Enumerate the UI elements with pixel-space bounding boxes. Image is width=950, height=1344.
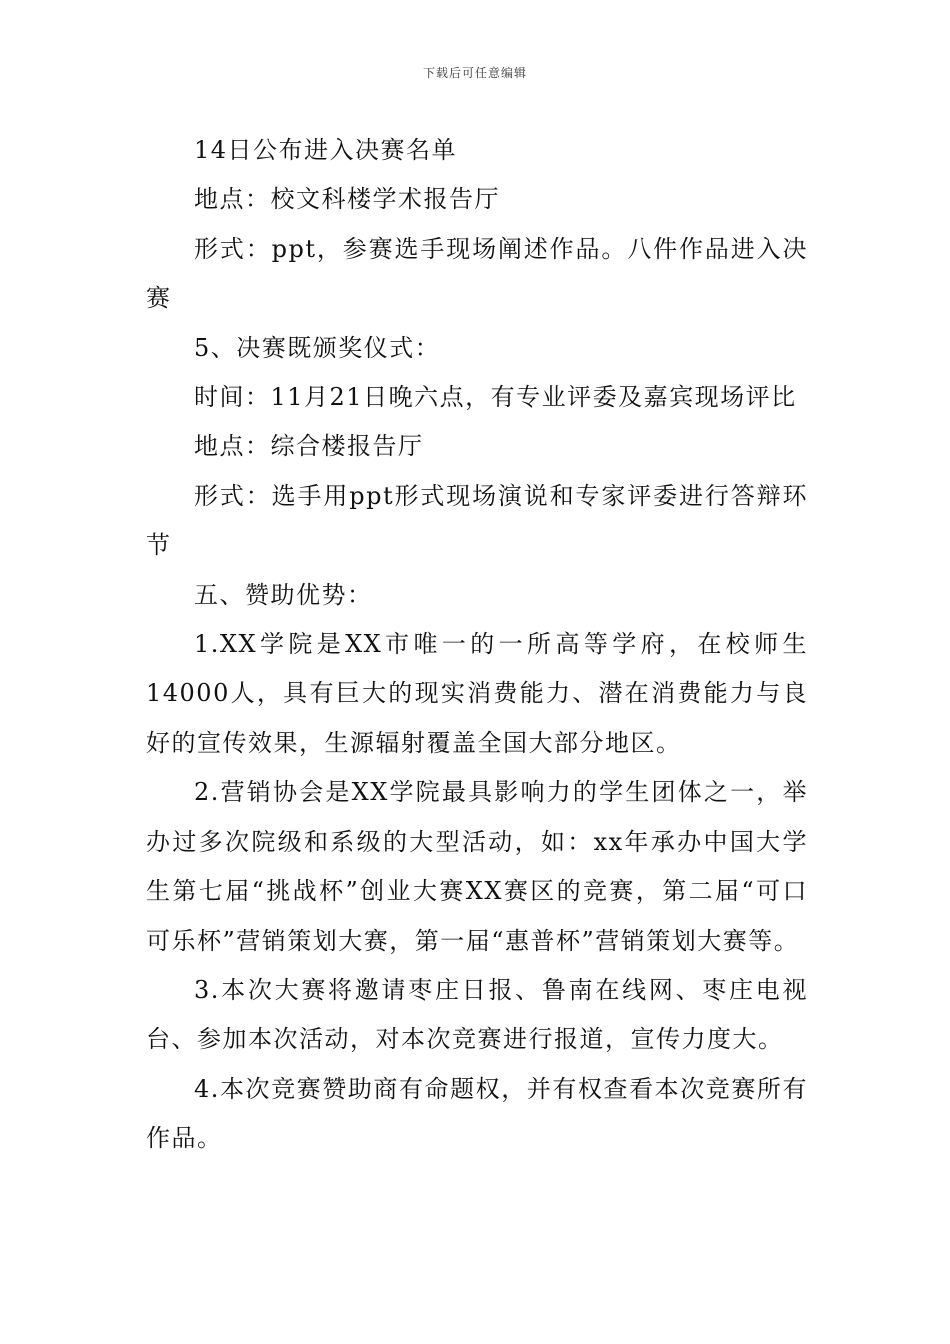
paragraph-advantage-3: 3.本次大赛将邀请枣庄日报、鲁南在线网、枣庄电视台、参加本次活动，对本次竞赛进行报道，宣传力度大。 bbox=[146, 975, 808, 1054]
paragraph-advantage-2: 2.营销协会是XX学院最具影响力的学生团体之一，举办过多次院级和系级的大型活动，如：xx年承办中国大学生第七届“挑战杯”创业大赛XX赛区的竞赛，第二届“可口可乐杯”营销策划大赛，第一届“惠普杯”营销策划大赛等。 bbox=[146, 778, 808, 955]
paragraph-advantage-4: 4.本次竞赛赞助商有命题权，并有权查看本次竞赛所有作品。 bbox=[146, 1074, 808, 1153]
paragraph-final-heading: 5、决赛既颁奖仪式： bbox=[194, 333, 441, 362]
paragraph-advantage-1: 1.XX学院是XX市唯一的一所高等学府，在校师生14000人，具有巨大的现实消费能力、潜在消费能力与良好的宣传效果，生源辐射覆盖全国大部分地区。 bbox=[146, 630, 808, 757]
section-heading-sponsorship: 五、赞助优势： bbox=[194, 580, 373, 609]
document-body bbox=[146, 126, 808, 1164]
page-header: 下载后可任意编辑 bbox=[422, 66, 527, 80]
paragraph-final-location: 地点：综合楼报告厅 bbox=[194, 432, 424, 461]
paragraph-prelim-location: 地点：校文科楼学术报告厅 bbox=[194, 185, 500, 214]
paragraph-final-list-date: 14日公布进入决赛名单 bbox=[194, 136, 458, 164]
paragraph-final-format: 形式：选手用ppt形式现场演说和专家评委进行答辩环节 bbox=[146, 481, 808, 560]
paragraph-final-time: 时间：11月21日晚六点，有专业评委及嘉宾现场评比 bbox=[194, 383, 797, 412]
paragraph-prelim-format: 形式：ppt，参赛选手现场阐述作品。八件作品进入决赛 bbox=[146, 234, 808, 313]
